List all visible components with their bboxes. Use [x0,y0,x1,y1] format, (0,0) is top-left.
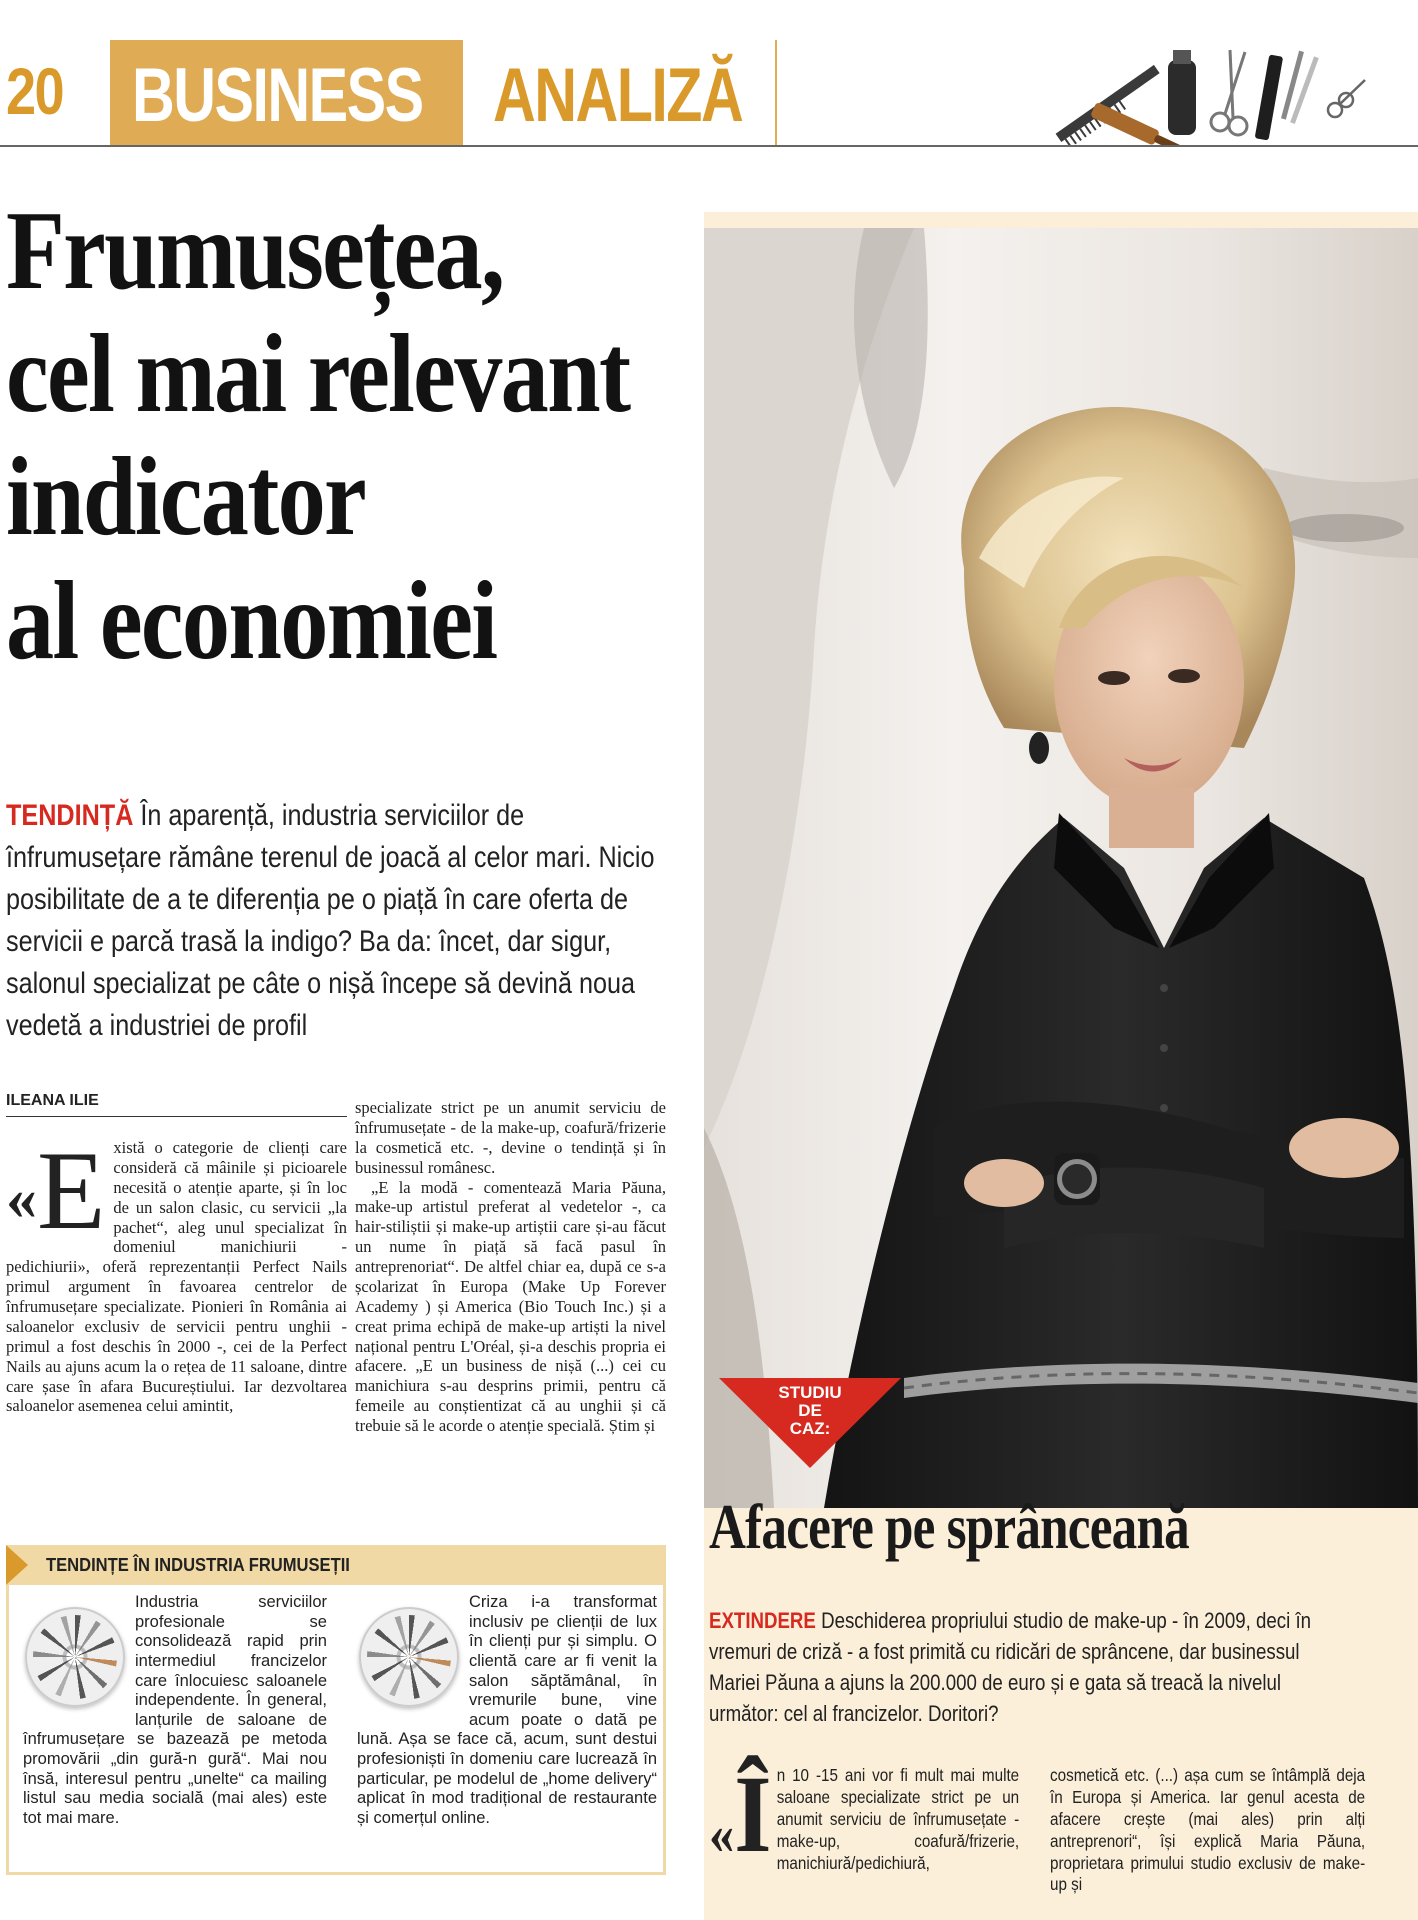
beauty-tools-icon [1040,40,1370,145]
case-dropcap-letter: Î [734,1753,772,1875]
case-dropcap-quote: « [709,1801,735,1866]
case-study-lead-text: Deschiderea propriului studio de make-up - în 2009, deci în vremuri de criză - a fost primită cu ridicări de sprâncene, dar businessul Mariei Păuna a ajuns la 200.000 de euro și e gata să treacă la nivelul următor: cel al francizelor. Doritori? [709,1608,1312,1727]
badge-line-2: DE [798,1400,822,1420]
lead-kicker: TENDINȚĂ [6,799,134,832]
headline-line-1: Frumusețea, [6,189,504,313]
headline-line-2: cel mai relevant [6,312,630,437]
section-label-box [110,40,463,146]
case-study-title: Afacere pe sprânceană [709,1491,1189,1562]
article-paragraph: „E la modă - comentează Maria Păuna, make-up artistul preferat al vedetelor -, ca hair-stiliștii și make-up artiștii care și-au făcut un nume în piață să facă pasul în antreprenoriat“. De altfel chiar ea, după ce s-a școlarizat în Europa (Make Up Forever Academy ) și America (Bio Touch Inc.) și a creat prima echipă de make-up artiști la nivel național pentru L'Oréal, și-a deschis propria ei afacere. „E un business de nișă (...) cei cu manichiura s-au desprins primii, pentru că femeile au conștientizat că au unghii și că trebuie să le acorde o atenție specială. Știm și [355,1177,666,1435]
lead-text: În aparență, industria serviciilor de înfrumusețare rămâne terenul de joacă al celor mari. Nicio posibilitate de a te diferenția pe o piață în care oferta de servicii e parcă trasă la indigo? Ba da: încet, dar sigur, salonul specializat pe câte o nișă începe să devină noua vedetă a industriei de profil [6,799,655,1042]
subsection-label: ANALIZĂ [493,53,743,138]
headline-line-3: indicator [6,435,366,560]
trends-box [6,1585,666,1875]
badge-line-3: CAZ: [789,1418,831,1438]
trends-item-text: Industria serviciilor profesionale se consolidează rapid prin intermediul francizelor care înlocuiesc saloanele independente. În general, lanțurile de saloane de înfrumusețare se bazează pe metoda promovării „din gură-n gură“. Mai nou însă, interesul pentru „unelte“ ca mailing listul sau media socială (mai ales) este tot mai mare. [23,1593,327,1827]
article-paragraph: specializate strict pe un anumit serviciu de înfrumusețate - de la make-up, coafură/frizerie la cosmetică etc. -, devine o tendință și în businessul românesc. [355,1098,666,1177]
badge-line-1: STUDIU [778,1383,842,1402]
trends-item-text: Criza i-a transformat inclusiv pe clienții de lux în clienți pur și simplu. O clientă care ar fi venit la salon săptămânal, în vremurile bune, vine acum poate o dată pe lună. Așa se face că, acum, sunt destui profesioniști în domeniu care lucrează în particular, pe modelul de „home delivery“ aplicat în mod tradițional de restaurante și comerțul online. [357,1593,657,1827]
tools-disc-icon [359,1607,459,1707]
case-study-text: n 10 -15 ani vor fi mult mai multe saloane specializate strict pe un anumit serviciu de înfrumusețate - make-up, coafură/frizerie, manichiură/pedichiură, [776,1765,1020,1873]
headline [6,190,866,683]
dropcap-letter: E [37,1129,106,1253]
tools-disc-icon [25,1607,125,1707]
case-study-column-2 [1050,1765,1365,1896]
trends-box-title: TENDINȚE ÎN INDUSTRIA FRUMUSEȚII [46,1555,350,1575]
section-label: BUSINESS [132,53,423,138]
triangle-marker-icon [6,1545,28,1585]
article-column-2 [355,1098,666,1436]
article-paragraph: xistă o categorie de clienți care consideră că mâinile și picioarele necesită o atenție aparte, și în loc de un salon clasic, cu servicii „la pachet“, aleg unul specializat în domeniul manichiurii - pedichiurii», oferă reprezentanții Perfect Nails primul argument în favoarea centrelor de înfrumusețare specializate. Pionieri în România ai saloanelor exclusiv de servicii pentru unghii - primul a fost deschis în 2000 -, cei de la Perfect Nails au ajuns acum la o rețea de 11 saloane, dintre care șase în afara Bucureștiului. Iar dezvoltarea saloanelor asemenea celui amintit, [6,1138,347,1416]
case-study-kicker: EXTINDERE [709,1608,816,1633]
trends-item-2 [357,1593,657,1829]
trends-box-header [6,1545,666,1585]
dropcap-quote: « [6,1165,37,1233]
lead-paragraph [6,795,686,1047]
case-study-lead [709,1605,1329,1729]
page-number: 20 [6,54,63,128]
trends-item-1 [23,1593,327,1829]
headline-line-4: al economiei [6,558,497,683]
case-study-column-1 [709,1753,1020,1875]
case-study-text: cosmetică etc. (...) așa cum se întâmplă deja în Europa și America. Iar genul acesta de afacere crește (mai ales) prin alți antreprenori“, își explică Maria Păuna, proprietara primului studio exclusiv de make-up și [1050,1765,1366,1895]
case-study-badge-label [719,1384,901,1438]
article-column-1 [6,1129,347,1416]
header-divider [775,40,777,146]
byline: ILEANA ILIE [6,1093,347,1117]
header-rule [0,145,1418,147]
